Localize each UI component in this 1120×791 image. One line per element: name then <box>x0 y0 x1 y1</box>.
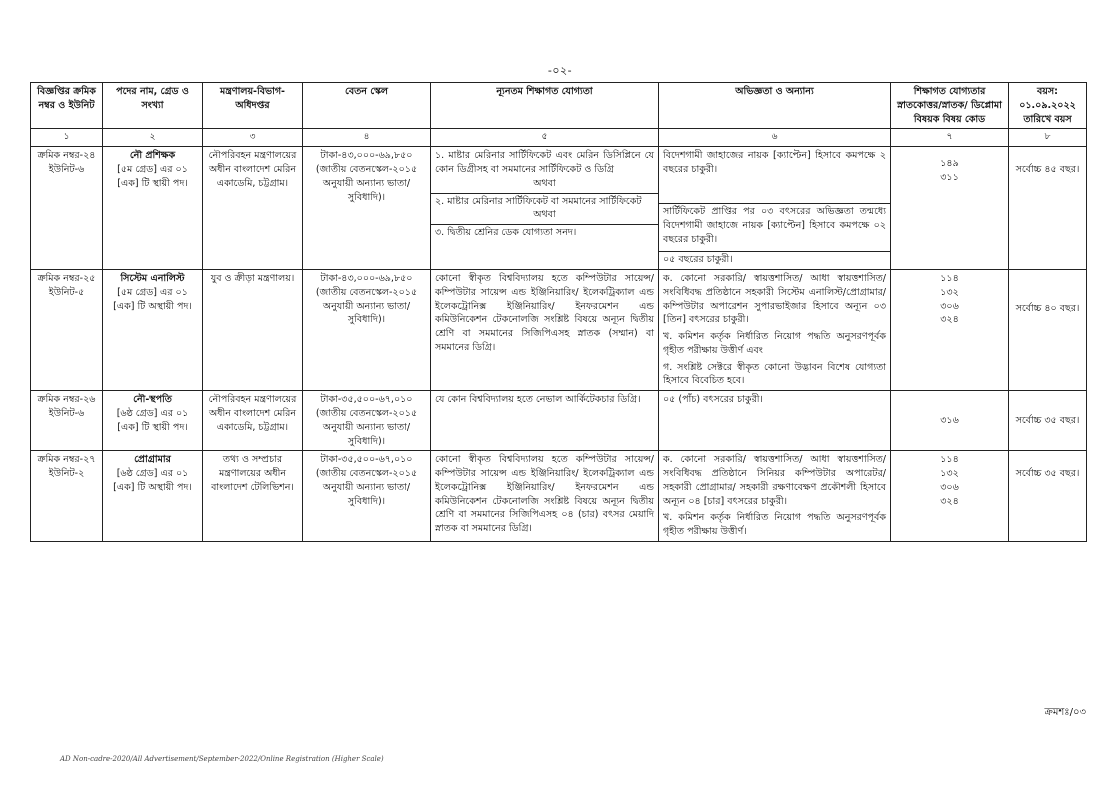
post-cell <box>103 451 203 542</box>
experience-cell <box>659 147 891 270</box>
subject-code: ১৩২ <box>940 286 959 298</box>
column-number: ৩ <box>203 129 303 147</box>
experience-item-a: ক. কোনো সরকারি/ স্বায়ত্তশাসিত/ আধা স্বায়ত্তশাসিত/ সংবিধিবদ্ধ প্রতিষ্ঠানে সিনিয়র কম্পিউটার অপারেটর/সহকারী প্রোগ্রামার/ সহকারী রক্ষণাবেক্ষণ প্রকৌশলী হিসাবে অন্যূন ০৪ [চার] বৎসরের চাকুরী। <box>663 454 886 507</box>
serial-cell: ক্রমিক নম্বর-২৬ ইউনিট-৬ <box>31 391 103 451</box>
experience-option-3: ০৫ বছরের চাকুরী। <box>659 251 890 267</box>
age-limit: সর্বোচ্চ ৪৫ বছর। <box>1015 164 1080 176</box>
qualification-cell: কোনো স্বীকৃত বিশ্ববিদ্যালয় হতে কম্পিউটার সায়েন্স/কম্পিউটার সায়েন্স এন্ড ইঞ্জিনিয়ারিং/ ইলেকট্রিক্যাল এন্ড ইলেকট্রোনিক্স ইঞ্জিনিয়ারিং/ ইনফরমেশন এন্ড কমিউনিকেশন টেকনোলজি সংশ্লিষ্ট বিষয়ে অন্যূন দ্বিতীয় শ্রেণি বা সমমানের সিজিপিএসহ স্নাতক (সম্মান) বা সমমানের ডিগ্রি। <box>431 270 659 391</box>
ministry-cell: নৌপরিবহন মন্ত্রণালয়ের অধীন বাংলাদেশ মেরিন একাডেমি, চট্টগ্রাম। <box>203 391 303 451</box>
age-limit: সর্বোচ্চ ৪০ বছর। <box>1015 303 1080 315</box>
post-title: নৌ-স্থপতি <box>133 394 172 406</box>
column-number: ৪ <box>303 129 431 147</box>
post-title: সিস্টেম এনালিস্ট <box>120 273 185 285</box>
subject-code: ৩২৪ <box>940 314 959 326</box>
continued-note: ক্রমশঃ/০৩ <box>1044 707 1086 718</box>
advertisement-table <box>30 82 1087 542</box>
subject-code: ৩১৬ <box>940 414 959 426</box>
qualification-cell: কোনো স্বীকৃত বিশ্ববিদ্যালয় হতে কম্পিউটার সায়েন্স/কম্পিউটার সায়েন্স এন্ড ইঞ্জিনিয়ারিং/ ইলেকট্রিক্যাল এন্ড ইলেকট্রোনিক্স ইঞ্জিনিয়ারিং/ ইনফরমেশন এন্ড কমিউনিকেশন টেকনোলজি সংশ্লিষ্ট বিষয়ে অন্যূন দ্বিতীয় শ্রেণি বা সমমানের সিজিপিএসহ ০৪ (চার) বৎসর মেয়াদি স্নাতক বা সমমানের ডিগ্রি। <box>431 451 659 542</box>
age-cell <box>1009 451 1087 542</box>
experience-item-a: ক. কোনো সরকারি/ স্বায়ত্তশাসিত/ আধা স্বায়ত্তশাসিত/ সংবিধিবদ্ধ প্রতিষ্ঠানে সহকারী সিস্টেম এনালিস্ট/প্রোগ্রামার/ কম্পিউটার অপারেশন সুপারভাইজার হিসাবে অন্যূন ০৩ [তিন] বৎসরের চাকুরী। <box>663 273 886 326</box>
experience-cell <box>659 270 891 391</box>
experience-cell: ০৫ (পাঁচ) বৎসরের চাকুরী। <box>659 391 891 451</box>
column-number: ৫ <box>431 129 659 147</box>
subject-code: ৩২৪ <box>940 495 959 507</box>
header-row <box>31 83 1087 129</box>
post-cell <box>103 270 203 391</box>
header-age: বয়স: ০১.০৯.২০২২ তারিখে বয়স <box>1009 83 1087 129</box>
subject-code: ১১৪ <box>940 273 959 285</box>
qualification-cell: যে কোন বিশ্ববিদ্যালয় হতে নেভাল আর্কিটেকচার ডিগ্রি। <box>431 391 659 451</box>
post-cell <box>103 391 203 451</box>
subject-code-cell <box>891 391 1009 451</box>
column-number: ৬ <box>659 129 891 147</box>
post-detail: [৬ষ্ঠ গ্রেড] এর ০১ [এক] টি স্থায়ী পদ। <box>116 408 189 433</box>
header-ministry: মন্ত্রণালয়-বিভাগ-অধিদপ্তর <box>203 83 303 129</box>
qualification-cell <box>431 147 659 270</box>
experience-item-c: গ. সংশ্লিষ্ট সেক্টরে স্বীকৃত কোনো উদ্ভাবন বিশেষ যোগ্যতা হিসাবে বিবেচিত হবে। <box>663 361 886 387</box>
post-title: প্রোগ্রামার <box>134 454 171 466</box>
table-row <box>31 147 1087 270</box>
pay-scale-cell: টাকা-৩৫,৫০০-৬৭,০১০ (জাতীয় বেতনস্কেল-২০১৫ অনুযায়ী অন্যান্য ভাতা/সুবিধাদি)। <box>303 451 431 542</box>
serial-cell: ক্রমিক নম্বর-২৭ ইউনিট-২ <box>31 451 103 542</box>
post-cell <box>103 147 203 270</box>
age-cell: সর্বোচ্চ ৩৫ বছর। <box>1009 391 1087 451</box>
subject-code: ৩০৬ <box>940 300 959 312</box>
header-pay-scale: বেতন স্কেল <box>303 83 431 129</box>
pay-scale-cell: টাকা-৩৫,৫০০-৬৭,০১০ (জাতীয় বেতনস্কেল-২০১৫ অনুযায়ী অন্যান্য ভাতা/সুবিধাদি)। <box>303 391 431 451</box>
age-cell <box>1009 147 1087 270</box>
pay-scale-cell: টাকা-৪৩,০০০-৬৯,৮৫০ (জাতীয় বেতনস্কেল-২০১৫ অনুযায়ী অন্যান্য ভাতা/সুবিধাদি)। <box>303 147 431 270</box>
experience-item-b: খ. কমিশন কর্তৃক নির্ধারিত নিয়োগ পদ্ধতি অনুসরণপূর্বক গৃহীত পরীক্ষায় উত্তীর্ণ। <box>663 512 886 538</box>
pay-scale-cell: টাকা-৪৩,০০০-৬৯,৮৫০ (জাতীয় বেতনস্কেল-২০১৫ অনুযায়ী অন্যান্য ভাতা/সুবিধাদি)। <box>303 270 431 391</box>
subject-code-cell <box>891 270 1009 391</box>
column-number: ১ <box>31 129 103 147</box>
experience-option-1: বিদেশগামী জাহাজের নায়ক [ক্যাপ্টেন] হিসাবে কমপক্ষে ২ বছরের চাকুরী। <box>663 150 886 176</box>
ministry-cell: তথ্য ও সম্প্রচার মন্ত্রণালয়ের অধীন বাংলাদেশ টেলিভিশন। <box>203 451 303 542</box>
or-separator: অথবা <box>533 177 556 189</box>
page-number: -০২- <box>547 64 573 77</box>
age-limit: সর্বোচ্চ ৩৫ বছর। <box>1015 468 1080 480</box>
post-detail: [৬ষ্ঠ গ্রেড] এর ০১ [এক] টি অস্থায়ী পদ। <box>113 468 192 493</box>
experience-cell <box>659 451 891 542</box>
header-subject-code: শিক্ষাগত যোগ্যতার স্নাতকোত্তর/স্নাতক/ ডিপ্লোমা বিষয়ক বিষয় কোড <box>891 83 1009 129</box>
qualification-option-3: ৩. দ্বিতীয় শ্রেনির ডেক যোগ্যতা সনদ। <box>431 224 658 240</box>
subject-code: ৩১১ <box>940 172 959 184</box>
subject-code-cell <box>891 147 1009 270</box>
column-number: ৮ <box>1009 129 1087 147</box>
subject-code-cell <box>891 451 1009 542</box>
table-row <box>31 451 1087 542</box>
header-qualification: ন্যূনতম শিক্ষাগত যোগ্যতা <box>431 83 659 129</box>
qualification-option-1: ১. মাষ্টার মেরিনার সার্টিফিকেট এবং মেরিন ডিসিপ্লিনে যে কোন ডিগ্রীসহ বা সমমানের সার্টিফিকেট ও ডিগ্রি <box>435 150 654 176</box>
serial-cell: ক্রমিক নম্বর-২৪ ইউনিট-৬ <box>31 147 103 270</box>
serial-cell: ক্রমিক নম্বর-২৫ ইউনিট-৫ <box>31 270 103 391</box>
post-detail: [৫ম গ্রেড] এর ০১ [এক] টি অস্থায়ী পদ। <box>113 286 192 312</box>
experience-option-2: সার্টিফিকেট প্রাপ্তির পর ০৩ বৎসরের অভিজ্ঞতা তন্মধ্যে বিদেশগামী জাহাজে নায়ক [ক্যাপ্টেন] হিসাবে কমপক্ষে ০২ বছরের চাকুরী। <box>659 203 890 249</box>
subject-code: ১৪৯ <box>940 158 959 170</box>
post-title: নৌ প্রশিক্ষক <box>129 150 176 162</box>
column-number: ২ <box>103 129 203 147</box>
table-row <box>31 270 1087 391</box>
header-serial: বিজ্ঞপ্তির ক্রমিক নম্বর ও ইউনিট <box>31 83 103 129</box>
header-post: পদের নাম, গ্রেড ও সংখ্যা <box>103 83 203 129</box>
ministry-cell: যুব ও ক্রীড়া মন্ত্রণালয়। <box>203 270 303 391</box>
footer-file-path: AD Non-cadre-2020/All Advertisement/September-2022/Online Registration (Higher Scale) <box>60 755 384 763</box>
subject-code: ১১৪ <box>940 454 959 466</box>
column-number: ৭ <box>891 129 1009 147</box>
qualification-option-2: ২. মাষ্টার মেরিনার সার্টিফিকেট বা সমমানের সার্টিফিকেট <box>431 193 658 209</box>
experience-item-b: খ. কমিশন কর্তৃক নির্ধারিত নিয়োগ পদ্ধতি অনুসরণপূর্বক গৃহীত পরীক্ষায় উত্তীর্ণ এবং <box>663 331 886 356</box>
ministry-cell: নৌপরিবহন মন্ত্রণালয়ের অধীন বাংলাদেশ মেরিন একাডেমি, চট্টগ্রাম। <box>203 147 303 270</box>
subject-code: ১৩২ <box>940 468 959 480</box>
age-cell <box>1009 270 1087 391</box>
column-number-row <box>31 129 1087 147</box>
post-detail: [৫ম গ্রেড] এর ০১ [এক] টি স্থায়ী পদ। <box>117 164 188 189</box>
or-separator: অথবা <box>533 209 556 221</box>
table-row <box>31 391 1087 451</box>
subject-code: ৩০৬ <box>940 481 959 493</box>
header-experience: অভিজ্ঞতা ও অন্যান্য <box>659 83 891 129</box>
